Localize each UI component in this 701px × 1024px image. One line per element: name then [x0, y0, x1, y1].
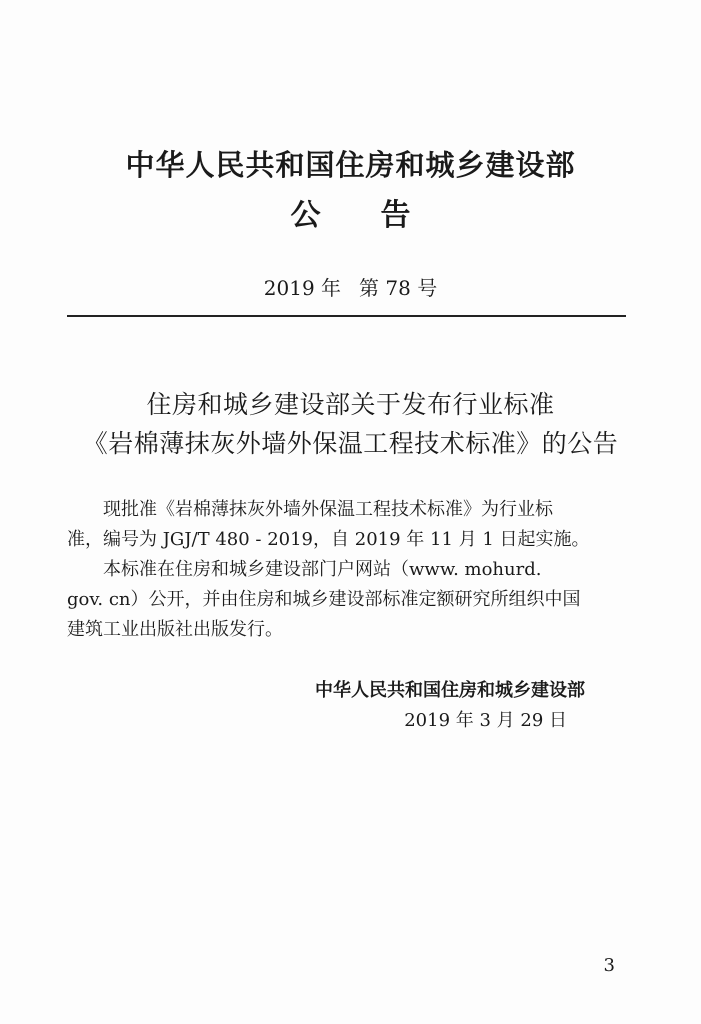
notice-title: [0, 190, 701, 234]
headline-line-2: 《岩棉薄抹灰外墙外保温工程技术标准》的公告: [82, 429, 619, 458]
paragraph-line: gov. cn）公开，并由住房和城乡建设部标准定额研究所组织中国: [67, 589, 581, 610]
notice-title-char-2: 告: [380, 198, 411, 233]
notice-number: [0, 272, 701, 301]
notice-year: 2019 年: [263, 276, 342, 300]
paragraph-line: 现批准《岩棉薄抹灰外墙外保温工程技术标准》为行业标: [103, 499, 553, 520]
signature-organization: 中华人民共和国住房和城乡建设部: [315, 680, 585, 701]
paragraph-line: 本标准在住房和城乡建设部门户网站（www. mohurd.: [103, 559, 542, 580]
paragraph-line: 准，编号为 JGJ/T 480 - 2019，自 2019 年 11 月 1 日起实施。: [67, 529, 590, 550]
signature-date: 2019 年 3 月 29 日: [404, 710, 567, 731]
notice-serial: 第 78 号: [359, 276, 438, 300]
paragraph-line: 建筑工业出版社出版发行。: [67, 619, 283, 640]
headline-line-1: 住房和城乡建设部关于发布行业标准: [146, 390, 555, 419]
header-divider: [67, 315, 626, 317]
notice-title-char-1: 公: [290, 198, 321, 233]
page-number: 3: [603, 955, 615, 976]
issuing-authority-title: 中华人民共和国住房和城乡建设部: [125, 148, 576, 182]
